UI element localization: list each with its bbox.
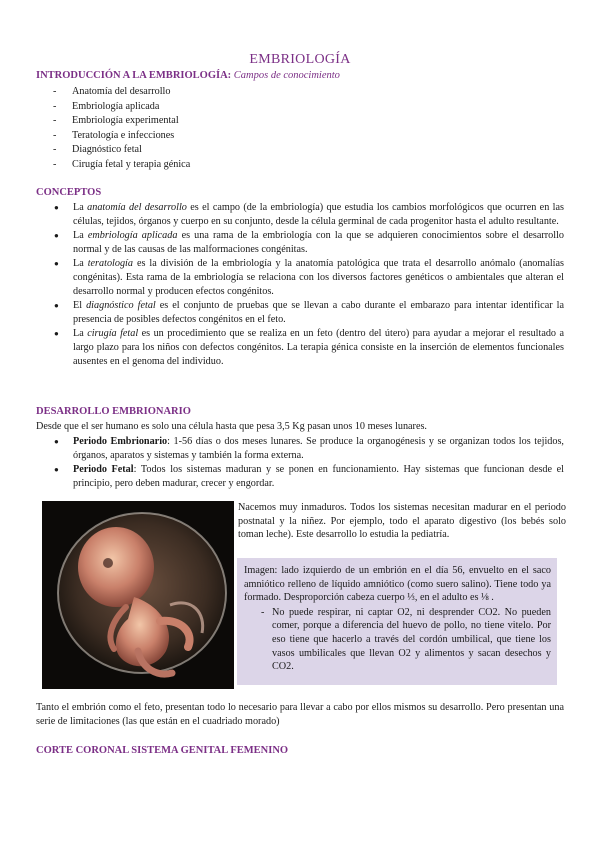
list-item: - Cirugía fetal y terapia génica <box>53 158 190 173</box>
corte-heading: CORTE CORONAL SISTEMA GENITAL FEMENINO <box>36 745 289 756</box>
list-item: - Anatomía del desarrollo <box>53 85 190 100</box>
item-term: Periodo Embrionario <box>73 436 168 447</box>
list-item <box>54 463 564 490</box>
box-list-item: - No puede respirar, ni captar O2, ni desprender CO2. No pueden comer, porque a diferencia del huevo de pollo, no tiene vitelo. Por eso tiene que hacerlo a través del cordón umbilical, que tiene los vasos umbilicales que llevan O2 y alimentos y sacan desechos y CO2. <box>244 606 551 674</box>
item-term: cirugía fetal <box>87 328 139 340</box>
list-item <box>54 201 564 228</box>
item-prefix: La <box>73 202 88 213</box>
item-text: : Todos los sistemas maduran y se ponen en funcionamiento. Hay sistemas que funcionan desde el principio, pero deben madurar, crecer y engordar. <box>73 464 564 489</box>
conceptos-heading: CONCEPTOS <box>36 187 102 198</box>
item-prefix: El <box>73 300 87 312</box>
desarrollo-closing: Tanto el embrión como el feto, presentan todo lo necesario para llevar a cabo por ellos mismos su desarrollo. Pero presentan una serie de limitaciones (las que están en el cuadriado morado) <box>36 702 564 727</box>
intro-heading <box>36 69 340 83</box>
list-item <box>54 257 564 298</box>
conceptos-list <box>54 201 564 369</box>
item-prefix: La <box>73 328 88 340</box>
item-prefix: La <box>73 230 88 242</box>
item-text: es el conjunto de pruebas que se llevan a cabo durante el embarazo para intentar identificar la presencia de posibles defectos congénitos en el feto. <box>73 300 564 325</box>
desarrollo-side-text: Nacemos muy inmaduros. Todos los sistemas necesitan madurar en el periodo postnatal y la niñez. Por ejemplo, todo el aparato digestivo (los bebés solo toman leche). Este desarrollo lo estudia la pediatría. <box>238 502 566 541</box>
document-title: EMBRIOLOGÍA <box>249 52 351 67</box>
item-term: embriología aplicada <box>87 230 178 242</box>
list-item <box>54 435 564 462</box>
list-item <box>54 327 564 368</box>
embryo-photo <box>42 501 234 689</box>
box-caption: Imagen: lado izquierdo de un embrión en el día 56, envuelto en el saco amniótico relleno de líquido amniótico (como suero salino). Tiene todo ya formado. Desproporción cabeza cuerpo ⅓, en el adulto es ⅛ . <box>244 565 551 604</box>
list-item <box>54 229 564 256</box>
desarrollo-heading: DESARROLLO EMBRIONARIO <box>36 406 191 417</box>
intro-subheading: Campos de conocimiento <box>233 70 340 81</box>
limitations-box <box>237 558 557 685</box>
item-term: anatomía del desarrollo <box>87 202 187 213</box>
item-term: Periodo Fetal <box>73 464 134 476</box>
list-item <box>54 299 564 326</box>
item-term: diagnóstico fetal <box>86 300 156 312</box>
desarrollo-intro: Desde que el ser humano es solo una célula hasta que pesa 3,5 Kg pasan unos 10 meses lunares. <box>36 421 427 432</box>
list-item: - Embriología experimental <box>53 114 190 129</box>
item-text: : 1-56 días o dos meses lunares. Se produce la organogénesis y se organizan todos los tejidos, órganos, aparatos y sistemas y también la forma externa. <box>73 436 564 461</box>
item-text: es el campo (de la embriología) que estudia los cambios morfológicos que ocurren en las células, tejidos, órganos y cuerpo en su conjunto, desde la célula germinal de cada progenitor hasta el adulto resultante. <box>73 202 564 227</box>
intro-list <box>53 85 190 173</box>
list-item: - Teratología e infecciones <box>53 129 190 144</box>
list-item: - Diagnóstico fetal <box>53 143 190 158</box>
list-item: - Embriología aplicada <box>53 100 190 115</box>
item-text: es un procedimiento que se realiza en un feto (dentro del útero) para ayudar a mejorar el resultado a largo plazo para los niños con defectos congénitos. La terapia génica consiste en la inserción de elementos funcionales ausentes en el genoma del individuo. <box>73 328 564 367</box>
intro-heading-text: INTRODUCCIÓN A LA EMBRIOLOGÍA: <box>36 70 232 81</box>
item-term: teratología <box>87 258 133 270</box>
item-text: es una rama de la embriología con la que se adquieren conocimientos sobre el desarrollo normal y de las causas de las malformaciones congénitas. <box>73 230 564 255</box>
item-prefix: La <box>73 258 88 270</box>
desarrollo-list <box>54 435 564 491</box>
embryo-illustration <box>42 501 234 689</box>
item-text: es la división de la embriología y la anatomía patológica que trata el desarrollo anómalo (anomalías congénitas). Esta rama de la embriología se relaciona con los diversos factores genéticos o ambientales que alteran el desarrollo normal y producen efectos congénitos. <box>73 258 564 297</box>
